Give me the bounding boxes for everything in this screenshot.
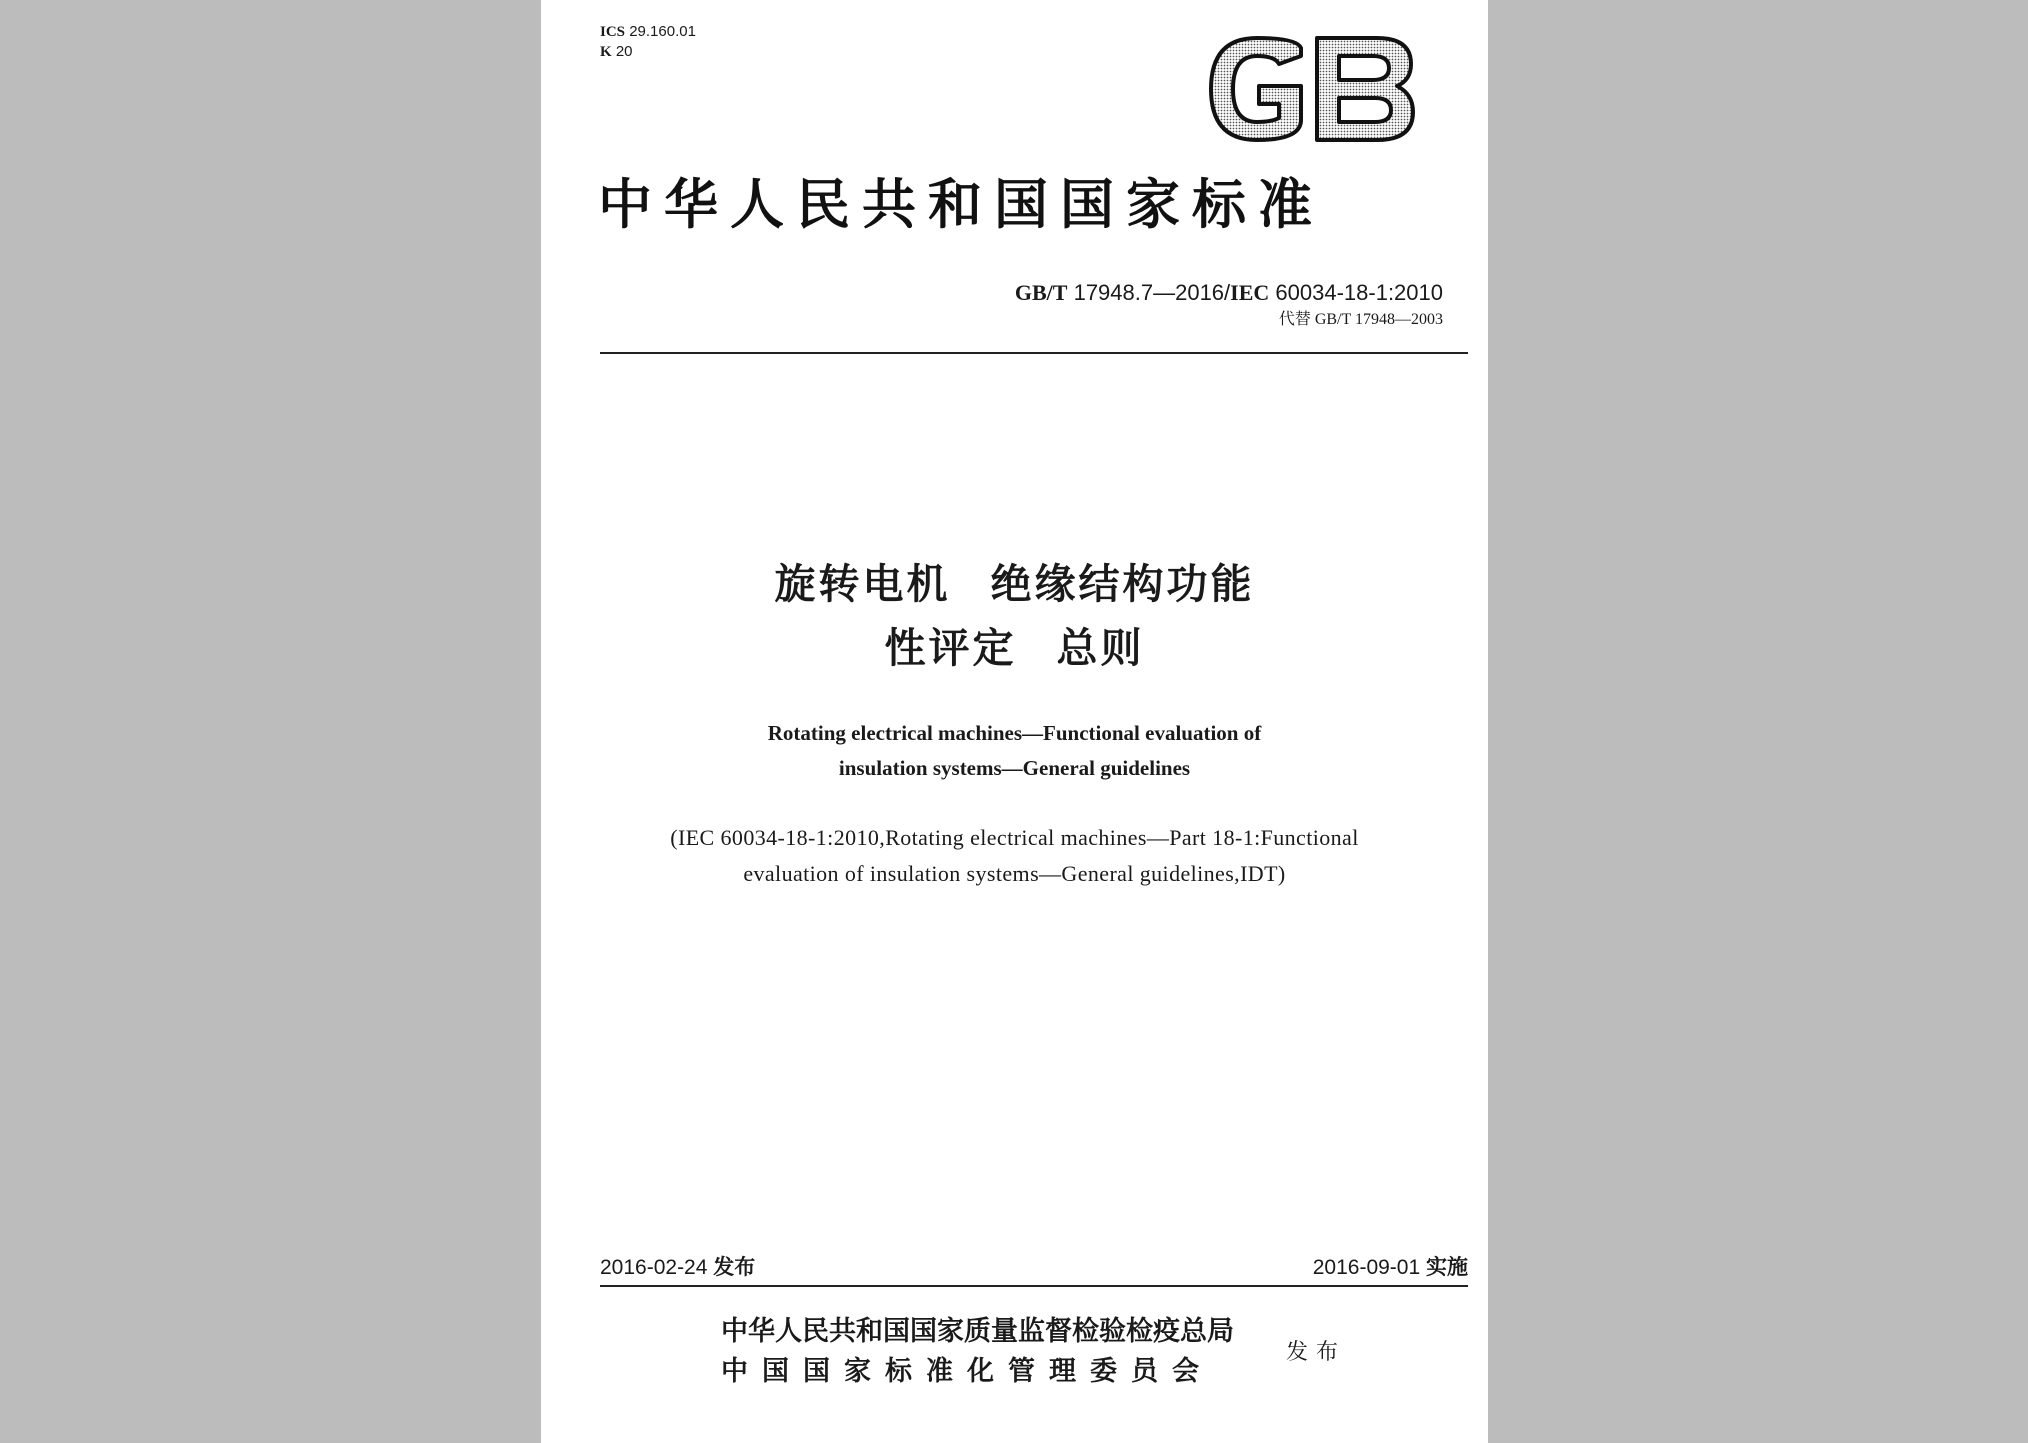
- dates-divider: [600, 1285, 1468, 1287]
- chinese-title: [541, 552, 1488, 680]
- gb-logo-text: GB: [1205, 34, 1207, 35]
- standard-number: [1015, 280, 1443, 306]
- dates-row: [600, 1252, 1468, 1283]
- issue-date: [600, 1256, 755, 1279]
- iec-prefix: IEC: [1230, 280, 1270, 305]
- cn-title-line1-part2: 绝缘结构功能: [990, 560, 1255, 608]
- header-divider: [600, 352, 1468, 354]
- standard-cover-page: [541, 0, 1488, 1443]
- issuing-authorities: [721, 1312, 1234, 1392]
- national-standard-title: 中华人民共和国国家标准: [598, 172, 1324, 236]
- iec-reference-line2: evaluation of insulation systems—General guidelines,IDT): [743, 861, 1286, 886]
- issuer-sac: 中国国家标准化管理委员会: [721, 1356, 1213, 1387]
- ics-classification: [600, 22, 696, 62]
- cn-title-line2-part2: 总则: [1056, 624, 1145, 672]
- ics-code: 29.160.01: [629, 23, 696, 40]
- cn-title-line2-part1: 性评定: [884, 624, 1017, 672]
- en-title-line2: insulation systems—General guidelines: [838, 756, 1191, 780]
- iec-reference: [541, 820, 1488, 892]
- en-title-line1: Rotating electrical machines—Functional evaluation of: [767, 721, 1262, 745]
- issue-date-value: 2016-02-24: [600, 1256, 708, 1279]
- iec-number: 60034-18-1:2010: [1275, 280, 1443, 305]
- standard-number-value: 17948.7—2016/: [1073, 280, 1231, 305]
- iec-reference-line1: (IEC 60034-18-1:2010,Rotating electrical machines—Part 18-1:Functional: [670, 825, 1359, 850]
- implement-date-value: 2016-09-01: [1312, 1256, 1421, 1279]
- issuer-aqsiq: 中华人民共和国国家质量监督检验检疫总局: [721, 1316, 1234, 1347]
- k-code: 20: [615, 43, 633, 60]
- publish-label: 发布: [1286, 1340, 1347, 1365]
- standard-prefix: GB/T: [1014, 280, 1068, 305]
- k-label: K: [600, 44, 612, 60]
- english-title: [541, 716, 1488, 786]
- implement-label: 实施: [1426, 1255, 1468, 1279]
- implement-date: [1313, 1252, 1468, 1283]
- gb-logo: [1205, 34, 1417, 144]
- ics-label: ICS: [600, 24, 626, 40]
- replaces-standard: 代替 GB/T 17948—2003: [1278, 311, 1443, 328]
- cn-title-line1-part1: 旋转电机: [774, 560, 951, 608]
- issue-label: 发布: [713, 1255, 756, 1279]
